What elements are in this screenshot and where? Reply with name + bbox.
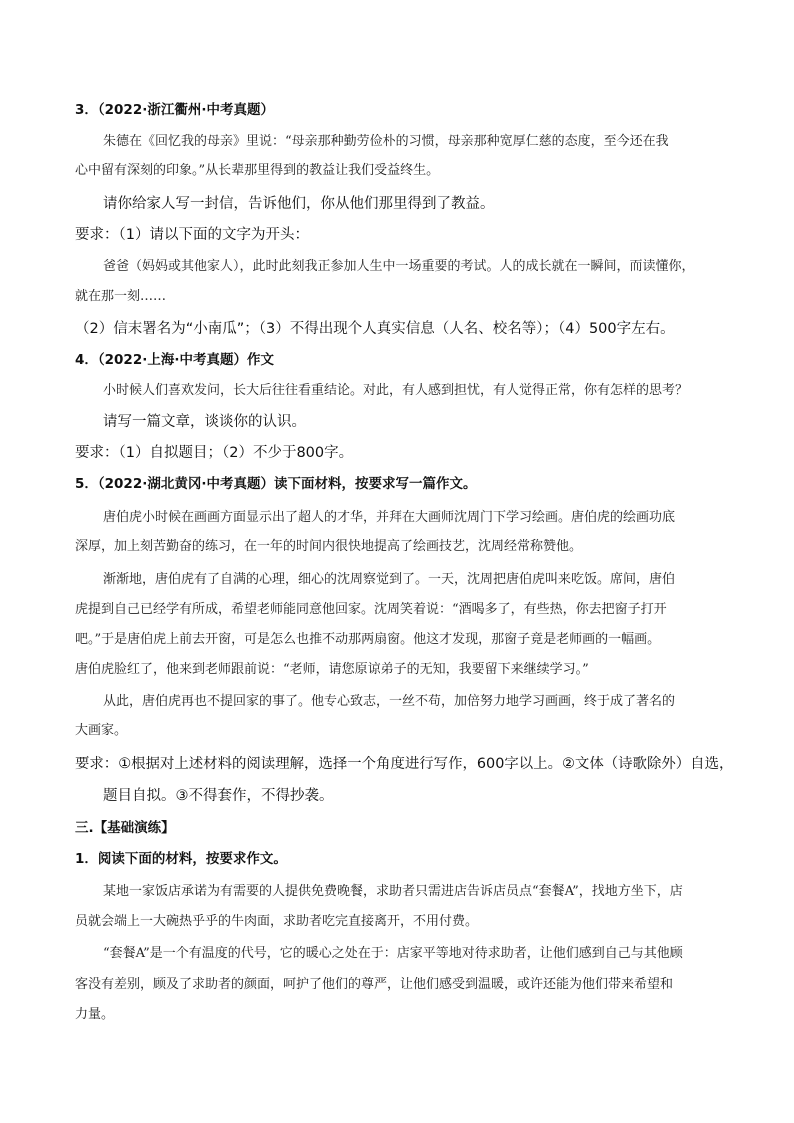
q5-paragraph-1-line-2: 深厚，加上刻苦勤奋的练习，在一年的时间内很快地提高了绘画技艺，沈周经常称赞他。: [75, 539, 583, 554]
section-3-heading: 三.【基础演练】: [75, 820, 175, 836]
q3-opening-text-line-1: 爸爸（妈妈或其他家人），此时此刻我正参加人生中一场重要的考试。人的成长就在一瞬间，而读懂你，: [103, 259, 695, 274]
q3-paragraph-1-line-1: 朱德在《回忆我的母亲》里说：“母亲那种勤劳俭朴的习惯，母亲那种宽厚仁慈的态度，至今还在我: [103, 134, 669, 149]
q5-paragraph-3-line-2: 大画家。: [75, 723, 128, 738]
q5-paragraph-2-line-3: 吧。”于是唐伯虎上前去开窗，可是怎么也推不动那两扇窗。他这才发现，那窗子竟是老师画的一幅画。: [75, 632, 661, 647]
q5-paragraph-2-line-2: 虎提到自己已经学有所成，希望老师能同意他回家。沈周笑着说：“酒喝多了，有些热，你去把窗子打开: [75, 602, 667, 617]
exercise-1-paragraph-1-line-2: 员就会端上一大碗热乎乎的牛肉面，求助者吃完直接离开，不用付费。: [75, 914, 479, 929]
q3-heading: 3．（2022·浙江衢州·中考真题）: [75, 102, 274, 118]
exercise-1-paragraph-2-line-2: 客没有差别，顾及了求助者的颜面，呵护了他们的尊严，让他们感受到温暖，或许还能为他们带来希望和: [75, 977, 674, 992]
exercise-1-paragraph-2-line-3: 力量。: [75, 1007, 115, 1022]
exercise-1-paragraph-2-line-1: “套餐A”是一个有温度的代号，它的暖心之处在于：店家平等地对待求助者，让他们感到自己与其他顾: [103, 946, 683, 961]
q3-requirement-1: 要求：（1）请以下面的文字为开头：: [75, 227, 309, 243]
q3-paragraph-1-line-2: 心中留有深刻的印象。”从长辈那里得到的教益让我们受益终生。: [75, 163, 440, 178]
q3-opening-text-line-2: 就在那一刻……: [75, 289, 167, 304]
q5-requirement-line-2: 题目自拟。③不得套作，不得抄袭。: [103, 788, 334, 804]
q5-paragraph-1-line-1: 唐伯虎小时候在画画方面显示出了超人的才华，并拜在大画师沈周门下学习绘画。唐伯虎的绘画功底: [103, 510, 676, 525]
q3-requirements-2-4: （2）信末署名为“小南瓜”；（3）不得出现个人真实信息（人名、校名等）；（4）500字左右。: [75, 321, 675, 337]
q3-task: 请你给家人写一封信，告诉他们，你从他们那里得到了教益。: [103, 196, 495, 212]
q5-paragraph-2-line-4: 唐伯虎脸红了，他来到老师跟前说：“老师，请您原谅弟子的无知，我要留下来继续学习。”: [75, 662, 589, 677]
exercise-1-paragraph-1-line-1: 某地一家饭店承诺为有需要的人提供免费晚餐，求助者只需进店告诉店员点“套餐A”，找地方坐下，店: [103, 884, 683, 899]
q4-requirement: 要求：（1）自拟题目；（2）不少于800字。: [75, 445, 354, 461]
q5-paragraph-3-line-1: 从此，唐伯虎再也不提回家的事了。他专心致志，一丝不苟，加倍努力地学习画画，终于成了著名的: [103, 694, 676, 709]
q4-heading: 4．（2022·上海·中考真题）作文: [75, 352, 274, 368]
q5-paragraph-2-line-1: 渐渐地，唐伯虎有了自满的心理，细心的沈周察觉到了。一天，沈周把唐伯虎叫来吃饭。席间，唐伯: [103, 572, 676, 587]
q4-paragraph-1: 小时候人们喜欢发问，长大后往往看重结论。对此，有人感到担忧，有人觉得正常，你有怎样的思考？: [103, 383, 689, 398]
q5-heading: 5．（2022·湖北黄冈·中考真题）读下面材料，按要求写一篇作文。: [75, 476, 477, 492]
exercise-1-heading: 1．阅读下面的材料，按要求作文。: [75, 851, 287, 867]
q5-requirement-line-1: 要求：①根据对上述材料的阅读理解，选择一个角度进行写作，600字以上。②文体（诗歌除外）自选，: [75, 756, 734, 772]
q4-task: 请写一篇文章，谈谈你的认识。: [103, 414, 306, 430]
